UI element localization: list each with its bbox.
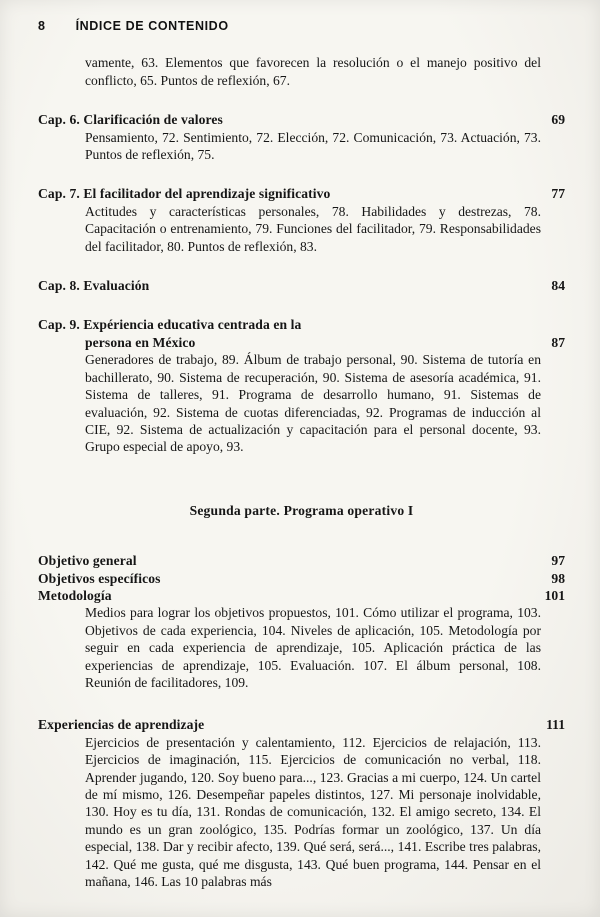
toc-entry-cap-8	[38, 277, 565, 294]
toc-entry-cap-7	[38, 185, 565, 255]
toc-entry-objetivos-especificos	[38, 570, 565, 587]
section-title: Objetivo general	[38, 553, 137, 569]
chapter-page-number: 69	[551, 112, 565, 128]
chapter-title-row	[38, 277, 565, 294]
chapter-title-row	[38, 316, 565, 333]
chapter-description: Generadores de trabajo, 89. Álbum de trabajo personal, 90. Sistema de tutoría en bachillerato, 90. Sistema de recuperación, 90. Sistema de asesoría académica, 91. Sistema de talleres, 91. Programa de desarrollo humano, 91. Sistemas de evaluación, 92. Sistema de cuotas diferenciadas, 92. Programas de inducción al CIE, 92. Sistema de actualización y capacitación para el personal docente, 93. Grupo especial de apoyo, 93.	[85, 352, 541, 455]
chapter-page-number: 84	[551, 278, 565, 294]
toc-entry-cap-9	[38, 316, 565, 455]
chapter-page-number: 87	[551, 334, 565, 350]
chapter-title: Cap. 7. El facilitador del aprendizaje significativo	[38, 186, 331, 202]
section-page-number: 101	[544, 587, 565, 603]
section-page-number: 97	[551, 553, 565, 569]
chapter-title-line-1: Cap. 9. Expériencia educativa centrada en la	[38, 317, 302, 333]
chapter-title-row	[38, 185, 565, 202]
toc-entry-cap-6	[38, 111, 565, 163]
page-number: 8	[38, 19, 46, 33]
toc-entry-objetivo-general	[38, 552, 565, 569]
section-list	[38, 552, 565, 890]
section-description: Ejercicios de presentación y calentamiento, 112. Ejercicios de relajación, 113. Ejercicios de imaginación, 115. Ejercicios de comunicación no verbal, 118. Aprender jugando, 120. Soy bueno para..., 123. Gracias a mi cuerpo, 124. Un cartel de mí mismo, 126. Desempeñar papeles distintos, 127. Mi personaje inolvidable, 130. Hoy es tu día, 131. Rondas de comunicación, 132. El amigo secreto, 134. El mundo es un gran zoológico, 135. Podrías formar un zoológico, 137. Un día especial, 138. Dar y recibir afecto, 139. Qué será, será..., 141. Escribe tres palabras, 142. Qué me gusta, qué me disgusta, 143. Qué buen programa, 144. Pensar en el mañana, 146. Las 10 palabras más	[85, 734, 541, 890]
section-title: Objetivos específicos	[38, 570, 161, 586]
chapter-title-row	[38, 334, 565, 351]
chapter-description: Actitudes y características personales, 78. Habilidades y destrezas, 78. Capacitación o entrenamiento, 79. Funciones del facilitador, 79. Responsabilidades del facilitador, 80. Puntos de reflexión, 83.	[85, 203, 541, 254]
section-page-number: 98	[551, 570, 565, 586]
chapter-title-row	[38, 111, 565, 128]
section-title: Metodología	[38, 587, 112, 603]
section-title-row	[38, 587, 565, 604]
chapter-title-line-2: persona en México	[85, 334, 196, 350]
chapter-page-number: 77	[551, 186, 565, 202]
running-header-title: ÍNDICE DE CONTENIDO	[75, 19, 229, 33]
toc-entry-experiencias	[38, 716, 565, 890]
section-page-number: 111	[546, 717, 565, 733]
section-title: Experiencias de aprendizaje	[38, 717, 205, 733]
section-description: Medios para lograr los objetivos propuestos, 101. Cómo utilizar el programa, 103. Objetivos de cada experiencia, 104. Niveles de aplicación, 105. Metodología por seguir en cada experiencia de aprendizaje, 105. Aplicación práctica de las experiencias de aprendizaje, 105. Evaluación. 107. El álbum personal, 108. Reunión de facilitadores, 109.	[85, 605, 541, 690]
chapter-description: Pensamiento, 72. Sentimiento, 72. Elección, 72. Comunicación, 73. Actuación, 73. Puntos de reflexión, 75.	[85, 129, 541, 163]
page-header	[38, 18, 565, 35]
chapter-title: Cap. 6. Clarificación de valores	[38, 112, 223, 128]
chapter-title: Cap. 8. Evaluación	[38, 278, 150, 294]
part-heading: Segunda parte. Programa operativo I	[189, 502, 414, 518]
continuation-paragraph: vamente, 63. Elementos que favorecen la resolución o el manejo positivo del conflicto, 65. Puntos de reflexión, 67.	[85, 55, 541, 88]
toc-entry-metodologia	[38, 587, 565, 691]
section-title-row	[38, 716, 565, 733]
